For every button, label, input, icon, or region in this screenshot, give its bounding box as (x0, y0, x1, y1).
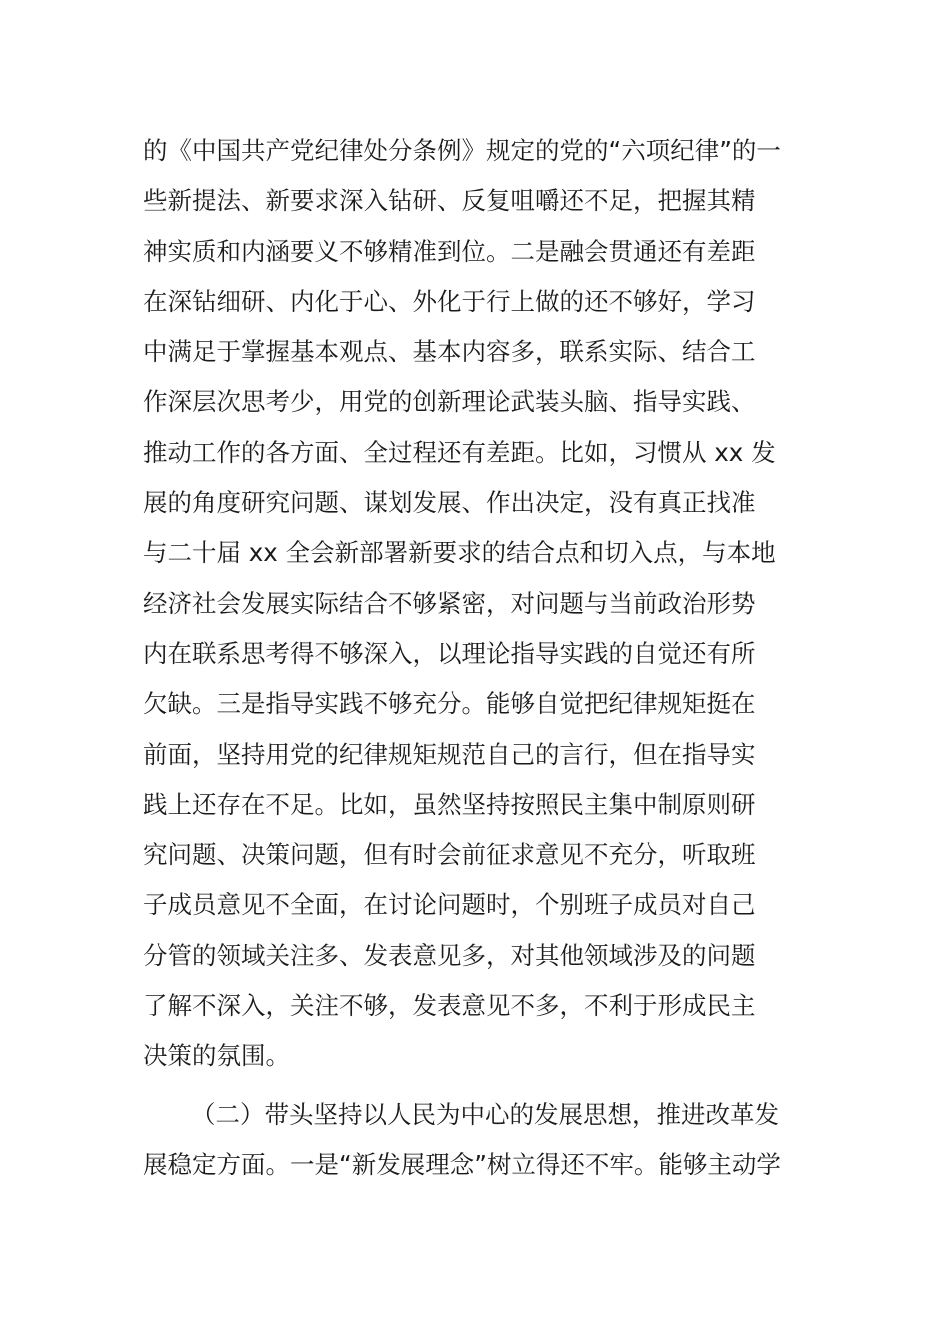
text-line: 的《中国共产党纪律处分条例》规定的党的“六项纪律”的一 (143, 136, 781, 165)
text-line: 推动工作的各方面、全过程还有差距。比如，习惯从 xx 发 (143, 437, 776, 467)
text-line: 前面，坚持用党的纪律规矩规范自己的言行，但在指导实 (143, 739, 756, 769)
paragraph-gap (143, 1082, 813, 1090)
text-line: 神实质和内涵要义不够精准到位。二是融会贯通还有差距 (143, 236, 756, 266)
text-line: 在深钻细研、内化于心、外化于行上做的还不够好，学习 (143, 286, 756, 316)
text-line: 内在联系思考得不够深入，以理论指导实践的自觉还有所 (143, 638, 756, 668)
text-line: 与二十届 xx 全会新部署新要求的结合点和切入点，与本地 (143, 538, 776, 568)
text-line: 经济社会发展实际结合不够紧密，对问题与当前政治形势 (143, 588, 756, 618)
text-line: 些新提法、新要求深入钻研、反复咀嚼还不足，把握其精 (143, 186, 756, 216)
text-line: 子成员意见不全面，在讨论问题时，个别班子成员对自己 (143, 890, 756, 920)
text-line: 践上还存在不足。比如，虽然坚持按照民主集中制原则研 (143, 789, 756, 819)
text-line: 了解不深入，关注不够，发表意见不多，不利于形成民主 (143, 991, 756, 1021)
text-line: 决策的氛围。 (143, 1041, 290, 1071)
text-line: 展的角度研究问题、谋划发展、作出决定，没有真正找准 (143, 488, 756, 518)
document-body (143, 126, 813, 1190)
text-line: 欠缺。三是指导实践不够充分。能够自觉把纪律规矩挺在 (143, 689, 756, 719)
text-line: 中满足于掌握基本观点、基本内容多，联系实际、结合工 (143, 337, 756, 367)
text-line: 展稳定方面。一是“新发展理念”树立得还不牢。能够主动学 (143, 1149, 781, 1179)
text-line: 作深层次思考少，用党的创新理论武装头脑、指导实践、 (143, 387, 756, 417)
text-line: （二）带头坚持以人民为中心的发展思想，推进改革发 (191, 1099, 779, 1129)
text-line: 分管的领域关注多、发表意见多，对其他领域涉及的问题 (143, 940, 756, 970)
text-line: 究问题、决策问题，但有时会前征求意见不充分，听取班 (143, 840, 756, 870)
